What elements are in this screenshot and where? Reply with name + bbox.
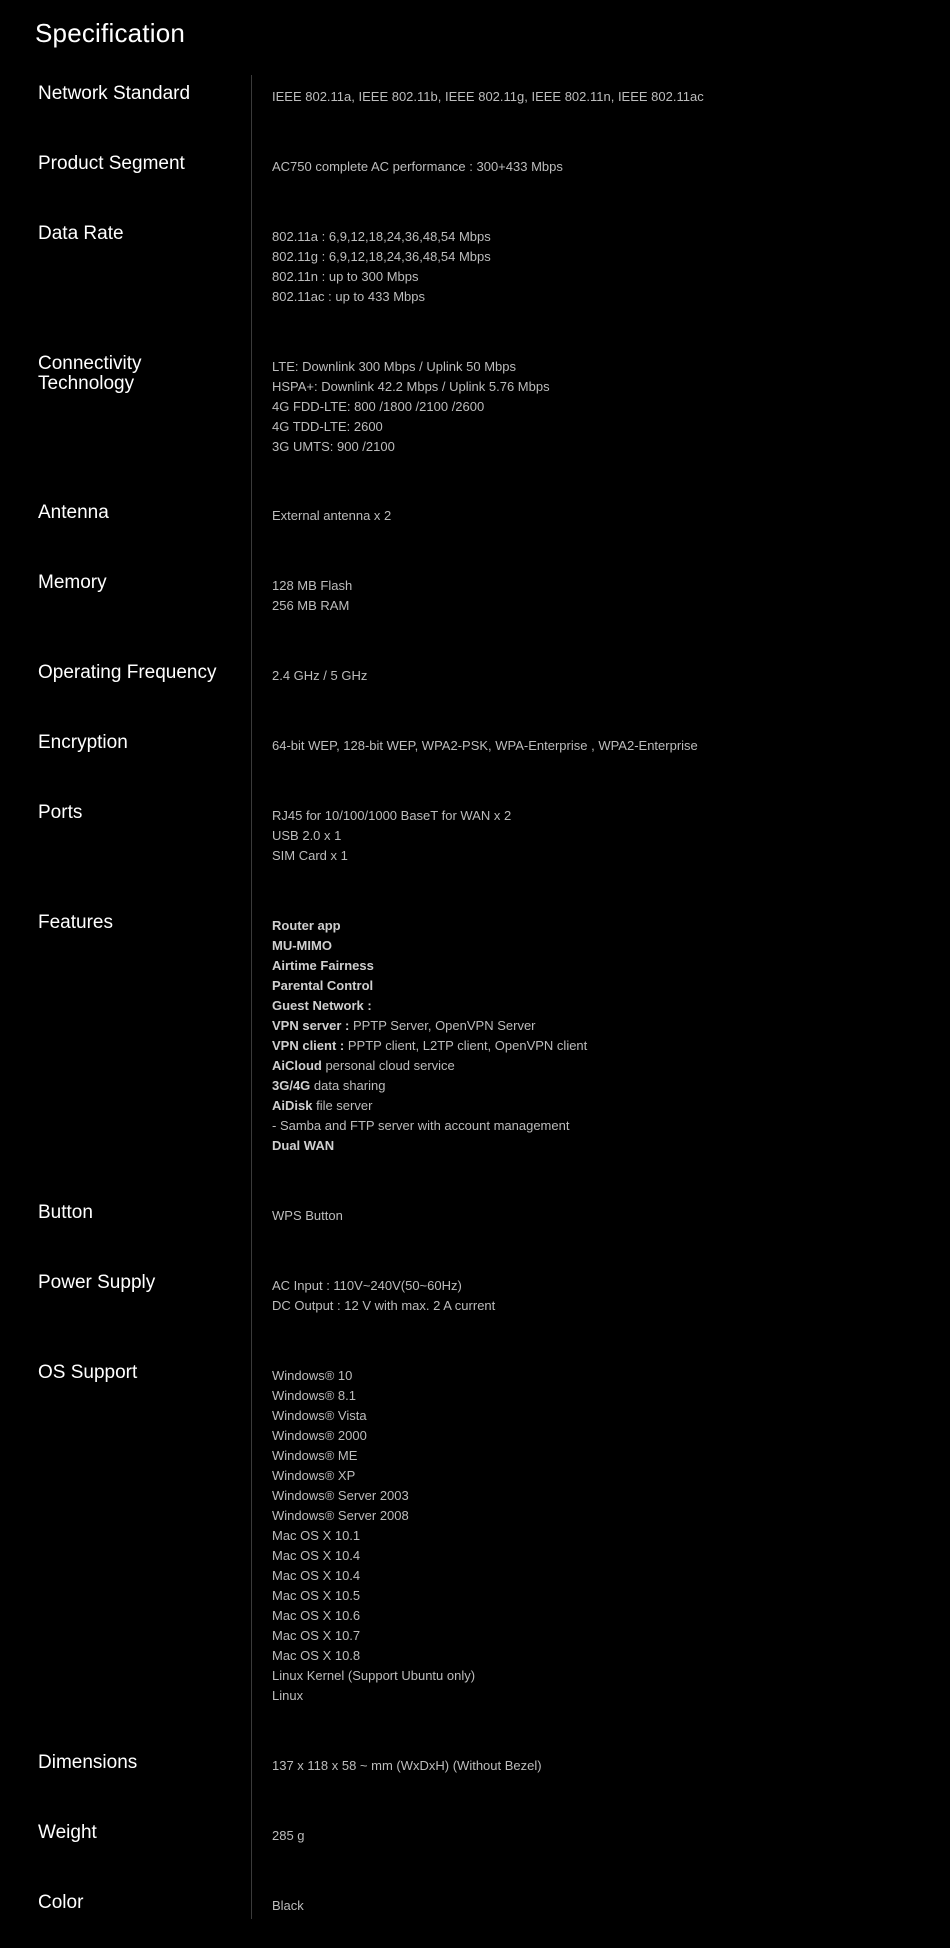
spec-value-line bbox=[272, 1426, 932, 1446]
spec-value-line bbox=[272, 1666, 932, 1686]
spec-label-memory: Memory bbox=[38, 572, 107, 593]
spec-value-line bbox=[272, 736, 932, 756]
spec-value-text: USB 2.0 x 1 bbox=[272, 828, 342, 843]
spec-value-text: AC750 complete AC performance : 300+433 Mbps bbox=[272, 159, 563, 174]
spec-value-product-segment bbox=[272, 157, 932, 177]
spec-value-line bbox=[272, 1406, 932, 1426]
spec-value-text: SIM Card x 1 bbox=[272, 848, 348, 863]
spec-value-memory bbox=[272, 576, 932, 616]
spec-value-line bbox=[272, 1466, 932, 1486]
spec-value-text: PPTP client, L2TP client, OpenVPN client bbox=[344, 1038, 588, 1053]
spec-label-button: Button bbox=[38, 1202, 93, 1223]
spec-value-text: Mac OS X 10.5 bbox=[272, 1588, 361, 1603]
spec-value-text: personal cloud service bbox=[321, 1058, 455, 1073]
spec-value-text: 4G TDD-LTE: 2600 bbox=[272, 419, 383, 434]
spec-label-connectivity-technology: Connectivity Technology bbox=[38, 353, 142, 394]
spec-value-text: Windows® ME bbox=[272, 1448, 358, 1463]
spec-value-line bbox=[272, 377, 932, 397]
spec-value-line bbox=[272, 666, 932, 686]
spec-value-text: 802.11n : up to 300 Mbps bbox=[272, 269, 419, 284]
spec-value-line bbox=[272, 976, 932, 996]
spec-value-line bbox=[272, 956, 932, 976]
spec-value-emphasis: Dual WAN bbox=[272, 1138, 335, 1153]
spec-value-line bbox=[272, 916, 932, 936]
spec-value-line bbox=[272, 87, 932, 107]
spec-value-text: Linux bbox=[272, 1688, 304, 1703]
spec-value-line bbox=[272, 1056, 932, 1076]
spec-value-text: 802.11a : 6,9,12,18,24,36,48,54 Mbps bbox=[272, 229, 491, 244]
spec-value-text: 802.11ac : up to 433 Mbps bbox=[272, 289, 425, 304]
spec-value-line bbox=[272, 1586, 932, 1606]
spec-value-text: Windows® Server 2003 bbox=[272, 1488, 409, 1503]
spec-value-line bbox=[272, 1506, 932, 1526]
spec-value-connectivity-technology bbox=[272, 357, 932, 457]
spec-value-line bbox=[272, 1606, 932, 1626]
spec-value-line bbox=[272, 806, 932, 826]
spec-value-text: AC Input : 110V~240V(50~60Hz) bbox=[272, 1278, 462, 1293]
spec-value-text: Mac OS X 10.7 bbox=[272, 1628, 361, 1643]
spec-value-text: 285 g bbox=[272, 1828, 305, 1843]
spec-value-line bbox=[272, 1116, 932, 1136]
spec-value-text: LTE: Downlink 300 Mbps / Uplink 50 Mbps bbox=[272, 359, 516, 374]
spec-value-line bbox=[272, 1896, 932, 1916]
spec-value-text: 802.11g : 6,9,12,18,24,36,48,54 Mbps bbox=[272, 249, 491, 264]
spec-value-text: 3G UMTS: 900 /2100 bbox=[272, 439, 395, 454]
spec-value-line bbox=[272, 227, 932, 247]
spec-value-text: Windows® XP bbox=[272, 1468, 356, 1483]
spec-value-antenna bbox=[272, 506, 932, 526]
spec-label-os-support: OS Support bbox=[38, 1362, 138, 1383]
spec-value-line bbox=[272, 1296, 932, 1316]
spec-value-line bbox=[272, 1136, 932, 1156]
spec-value-line bbox=[272, 506, 932, 526]
spec-value-text: 2.4 GHz / 5 GHz bbox=[272, 668, 368, 683]
spec-value-line bbox=[272, 1686, 932, 1706]
spec-value-line bbox=[272, 1566, 932, 1586]
spec-value-data-rate bbox=[272, 227, 932, 307]
spec-value-emphasis: AiCloud bbox=[272, 1058, 322, 1073]
spec-value-line bbox=[272, 596, 932, 616]
spec-label-product-segment: Product Segment bbox=[38, 153, 185, 174]
spec-value-text: External antenna x 2 bbox=[272, 508, 392, 523]
spec-value-dimensions bbox=[272, 1756, 932, 1776]
spec-label-encryption: Encryption bbox=[38, 732, 128, 753]
spec-value-emphasis: Guest Network : bbox=[272, 998, 372, 1013]
spec-value-weight bbox=[272, 1826, 932, 1846]
spec-value-text: 128 MB Flash bbox=[272, 578, 353, 593]
spec-value-text: Mac OS X 10.4 bbox=[272, 1548, 361, 1563]
spec-value-line bbox=[272, 846, 932, 866]
spec-label-operating-frequency: Operating Frequency bbox=[38, 662, 217, 683]
spec-value-emphasis: VPN server : bbox=[272, 1018, 350, 1033]
spec-label-dimensions: Dimensions bbox=[38, 1752, 138, 1773]
spec-label-data-rate: Data Rate bbox=[38, 223, 124, 244]
spec-value-line bbox=[272, 1276, 932, 1296]
spec-value-line bbox=[272, 1826, 932, 1846]
spec-value-text: 64-bit WEP, 128-bit WEP, WPA2-PSK, WPA-Enterprise , WPA2-Enterprise bbox=[272, 738, 698, 753]
spec-value-button bbox=[272, 1206, 932, 1226]
spec-value-text: Windows® 10 bbox=[272, 1368, 353, 1383]
spec-value-line bbox=[272, 1526, 932, 1546]
spec-value-operating-frequency bbox=[272, 666, 932, 686]
spec-value-emphasis: Airtime Fairness bbox=[272, 958, 374, 973]
spec-value-features bbox=[272, 916, 932, 1156]
spec-value-line bbox=[272, 397, 932, 417]
spec-value-line bbox=[272, 576, 932, 596]
spec-value-line bbox=[272, 357, 932, 377]
spec-value-text: - Samba and FTP server with account management bbox=[272, 1118, 570, 1133]
spec-value-color bbox=[272, 1896, 932, 1916]
spec-value-line bbox=[272, 1646, 932, 1666]
spec-value-text: IEEE 802.11a, IEEE 802.11b, IEEE 802.11g, IEEE 802.11n, IEEE 802.11ac bbox=[272, 89, 704, 104]
page-title: Specification bbox=[35, 18, 186, 48]
spec-value-text: 256 MB RAM bbox=[272, 598, 350, 613]
spec-label-color: Color bbox=[38, 1892, 84, 1913]
spec-value-line bbox=[272, 936, 932, 956]
spec-value-text: RJ45 for 10/100/1000 BaseT for WAN x 2 bbox=[272, 808, 512, 823]
spec-label-ports: Ports bbox=[38, 802, 83, 823]
spec-value-emphasis: VPN client : bbox=[272, 1038, 345, 1053]
spec-value-emphasis: AiDisk bbox=[272, 1098, 313, 1113]
spec-value-text: Windows® Server 2008 bbox=[272, 1508, 409, 1523]
spec-value-emphasis: Router app bbox=[272, 918, 341, 933]
spec-value-line bbox=[272, 1076, 932, 1096]
spec-value-text: DC Output : 12 V with max. 2 A current bbox=[272, 1298, 496, 1313]
spec-value-encryption bbox=[272, 736, 932, 756]
spec-value-line bbox=[272, 247, 932, 267]
spec-value-line bbox=[272, 157, 932, 177]
spec-value-text: Mac OS X 10.6 bbox=[272, 1608, 361, 1623]
spec-label-network-standard: Network Standard bbox=[38, 83, 191, 104]
spec-value-line bbox=[272, 287, 932, 307]
spec-value-network-standard bbox=[272, 87, 932, 107]
spec-value-line bbox=[272, 1626, 932, 1646]
spec-value-emphasis: 3G/4G bbox=[272, 1078, 311, 1093]
spec-label-antenna: Antenna bbox=[38, 502, 109, 523]
spec-value-text: Linux Kernel (Support Ubuntu only) bbox=[272, 1668, 476, 1683]
spec-value-text: WPS Button bbox=[272, 1208, 343, 1223]
spec-value-line bbox=[272, 1486, 932, 1506]
spec-value-emphasis: MU-MIMO bbox=[272, 938, 332, 953]
spec-value-line bbox=[272, 1756, 932, 1776]
spec-value-text: Black bbox=[272, 1898, 304, 1913]
spec-value-text: 137 x 118 x 58 ~ mm (WxDxH) (Without Bezel) bbox=[272, 1758, 542, 1773]
spec-value-line bbox=[272, 1386, 932, 1406]
spec-value-line bbox=[272, 996, 932, 1016]
spec-value-line bbox=[272, 1016, 932, 1036]
spec-value-text: Mac OS X 10.8 bbox=[272, 1648, 361, 1663]
spec-value-ports bbox=[272, 806, 932, 866]
spec-value-line bbox=[272, 267, 932, 287]
spec-value-text: data sharing bbox=[310, 1078, 386, 1093]
spec-value-line bbox=[272, 1546, 932, 1566]
spec-value-text: Windows® 2000 bbox=[272, 1428, 367, 1443]
spec-value-line bbox=[272, 437, 932, 457]
spec-value-text: Windows® Vista bbox=[272, 1408, 367, 1423]
spec-value-text: Mac OS X 10.4 bbox=[272, 1568, 361, 1583]
spec-value-text: file server bbox=[312, 1098, 373, 1113]
spec-value-power-supply bbox=[272, 1276, 932, 1316]
spec-value-line bbox=[272, 417, 932, 437]
spec-value-line bbox=[272, 1366, 932, 1386]
spec-value-text: HSPA+: Downlink 42.2 Mbps / Uplink 5.76 Mbps bbox=[272, 379, 550, 394]
spec-label-weight: Weight bbox=[38, 1822, 97, 1843]
spec-value-line bbox=[272, 1446, 932, 1466]
spec-value-text: Mac OS X 10.1 bbox=[272, 1528, 361, 1543]
spec-value-line bbox=[272, 1206, 932, 1226]
spec-value-os-support bbox=[272, 1366, 932, 1706]
spec-value-text: Windows® 8.1 bbox=[272, 1388, 356, 1403]
spec-value-text: 4G FDD-LTE: 800 /1800 /2100 /2600 bbox=[272, 399, 485, 414]
spec-value-line bbox=[272, 1036, 932, 1056]
spec-label-power-supply: Power Supply bbox=[38, 1272, 156, 1293]
column-divider bbox=[251, 75, 252, 1919]
spec-value-text: PPTP Server, OpenVPN Server bbox=[349, 1018, 536, 1033]
spec-label-features: Features bbox=[38, 912, 113, 933]
spec-value-emphasis: Parental Control bbox=[272, 978, 374, 993]
spec-value-line bbox=[272, 826, 932, 846]
spec-value-line bbox=[272, 1096, 932, 1116]
